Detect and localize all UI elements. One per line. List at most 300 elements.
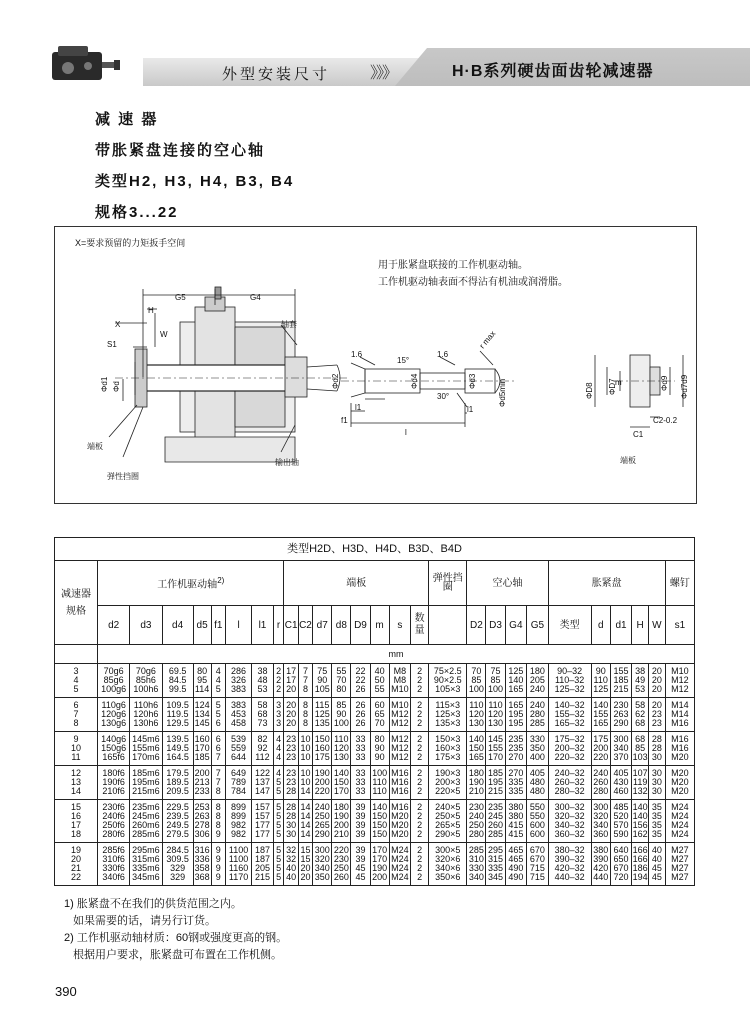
table-value: 170m6 [132, 752, 160, 762]
table-value: 33 [355, 734, 366, 744]
value-cell [665, 766, 694, 800]
table-value: M24 [391, 863, 409, 873]
table-value: 20 [651, 675, 662, 685]
column-header: C2 [298, 606, 312, 645]
table-value: 270 [508, 752, 524, 762]
table-value: 235m6 [132, 802, 160, 812]
dim-x: X [115, 320, 121, 329]
table-value: 124 [194, 700, 210, 710]
table-value: 14 [300, 802, 311, 812]
table-value: 230f6 [102, 802, 125, 812]
table-value: 147 [254, 786, 270, 796]
table-value: 670 [529, 845, 545, 855]
table-value: M14 [671, 709, 689, 719]
table-value: 300 [613, 734, 629, 744]
value-cell [332, 664, 351, 698]
table-value: 350×6 [435, 872, 461, 882]
table-value: 175 [593, 734, 609, 744]
header-shaft-label: 工作机驱动轴 [157, 579, 218, 591]
table-value: 250 [314, 811, 330, 821]
table-value: 175×3 [435, 752, 461, 762]
value-cell [225, 732, 251, 766]
table-value: 263 [194, 811, 210, 821]
table-value: M8 [393, 675, 407, 685]
table-value: 125×3 [435, 709, 461, 719]
value-cell [273, 843, 284, 886]
value-cell [252, 732, 274, 766]
size-cell [55, 766, 98, 800]
table-value: 253 [194, 802, 210, 812]
column-header: 类型 [548, 606, 591, 645]
value-cell [649, 766, 666, 800]
table-value: 100 [468, 684, 484, 694]
value-cell [298, 843, 312, 886]
table-value: 10 [71, 743, 82, 753]
table-value: 5 [276, 802, 282, 812]
table-value: 137 [254, 777, 270, 787]
table-value: 70g6 [103, 666, 124, 676]
table-value: 899 [231, 811, 247, 821]
end-plate-label: 端板 [87, 442, 103, 451]
table-value: 249.5 [166, 820, 189, 830]
table-value: 2 [417, 684, 423, 694]
table-value: 45 [651, 872, 662, 882]
table-value: M12 [391, 734, 409, 744]
table-value: 30 [286, 829, 297, 839]
table-value: 345 [488, 872, 504, 882]
table-value: 180 [468, 768, 484, 778]
table-value: 125 [314, 709, 330, 719]
dim-phi-d: Φd [112, 381, 121, 392]
table-value: 189.5 [166, 777, 189, 787]
table-value: 2 [417, 709, 423, 719]
table-value: 2 [417, 768, 423, 778]
table-value: 39 [355, 845, 366, 855]
table-value: 165 [468, 752, 484, 762]
table-value: M16 [391, 768, 409, 778]
value-cell [193, 766, 211, 800]
column-header: s1 [665, 606, 694, 645]
value-cell [370, 698, 389, 732]
value-cell [411, 766, 429, 800]
value-cell [411, 843, 429, 886]
table-value: 194 [632, 872, 648, 882]
table-value: 335 [508, 786, 524, 796]
table-value: 105×3 [435, 684, 461, 694]
table-value: 53 [257, 684, 268, 694]
table-value: 640 [613, 845, 629, 855]
table-value: 430 [613, 777, 629, 787]
table-value: 166 [632, 845, 648, 855]
table-value: 14 [300, 786, 311, 796]
table-value: 32 [286, 845, 297, 855]
table-value: 17 [286, 666, 297, 676]
table-value: 5 [215, 684, 221, 694]
table-value: 1160 [228, 863, 249, 873]
table-value: 22 [355, 666, 366, 676]
column-header: W [649, 606, 666, 645]
table-value: 285 [529, 718, 545, 728]
table-value: 200–32 [554, 743, 585, 753]
table-value: 229.5 [166, 802, 189, 812]
header-shaft [98, 561, 284, 606]
table-value: 5 [73, 684, 79, 694]
unit-spacer [55, 645, 98, 664]
table-value: 550 [529, 802, 545, 812]
table-value: 112 [255, 752, 270, 762]
table-value: 260–32 [554, 777, 585, 787]
table-value: 285f6 [102, 845, 125, 855]
table-value: 5 [276, 845, 282, 855]
table-value: 458 [231, 718, 247, 728]
value-cell [591, 698, 610, 732]
column-header: d2 [98, 606, 130, 645]
table-value: 160 [314, 743, 330, 753]
bushing-label: 轴套 [281, 320, 297, 329]
value-cell [632, 664, 649, 698]
value-cell [370, 732, 389, 766]
value-cell [225, 698, 251, 732]
table-value: 100g6 [101, 684, 127, 694]
table-value: 103 [632, 752, 648, 762]
value-cell [467, 698, 486, 732]
table-value: 2 [276, 684, 282, 694]
table-value: 260m6 [132, 820, 160, 830]
value-cell [332, 800, 351, 843]
value-cell [225, 664, 251, 698]
table-value: 8 [215, 802, 221, 812]
value-cell [193, 698, 211, 732]
table-value: 49 [635, 675, 646, 685]
table-value: 13 [71, 777, 82, 787]
table-value: 290 [314, 829, 330, 839]
value-cell [429, 664, 467, 698]
heading-sizes: 规格3...22 [95, 204, 179, 221]
table-value: 35 [651, 820, 662, 830]
table-value: M16 [391, 777, 409, 787]
table-value: 22 [355, 675, 366, 685]
table-value: 7 [215, 752, 221, 762]
table-value: 69.5 [168, 666, 187, 676]
table-value: 336 [194, 854, 210, 864]
table-value: 380–32 [554, 845, 585, 855]
table-value: 2 [417, 820, 423, 830]
size-cell [55, 732, 98, 766]
value-cell [273, 800, 284, 843]
column-header: l1 [252, 606, 274, 645]
value-cell [429, 766, 467, 800]
table-value: 23 [286, 752, 297, 762]
table-value: 22 [71, 872, 82, 882]
table-value: 215 [613, 684, 629, 694]
table-value: 32 [286, 854, 297, 864]
table-value: 135×3 [435, 718, 461, 728]
table-value: 150 [372, 820, 388, 830]
table-value: 7 [302, 666, 308, 676]
table-value: 6 [215, 718, 221, 728]
table-value: 2 [417, 845, 423, 855]
table-value: 20 [300, 872, 311, 882]
table-value: 7 [73, 709, 79, 719]
column-header: C1 [284, 606, 298, 645]
table-value: 330f6 [102, 863, 125, 873]
page-number: 390 [55, 984, 77, 999]
table-value: 300 [593, 802, 609, 812]
table-value: 119.5 [166, 709, 189, 719]
table-value: M24 [391, 872, 409, 882]
table-value: 156 [632, 820, 648, 830]
table-value: 150 [314, 734, 330, 744]
column-header: f1 [211, 606, 225, 645]
value-cell [632, 698, 649, 732]
table-value: 120 [488, 709, 504, 719]
table-value: 180 [333, 802, 349, 812]
table-value: 220–32 [554, 752, 585, 762]
table-value: 53 [635, 684, 646, 694]
table-value: 23 [286, 768, 297, 778]
dim-l1-right: l1 [467, 405, 474, 414]
table-value: 179.5 [166, 768, 189, 778]
table-value: 170 [372, 845, 388, 855]
size-cell [55, 664, 98, 698]
dim-c2: C2-0.2 [653, 416, 678, 425]
table-value: 39 [355, 802, 366, 812]
table-value: 295 [488, 845, 504, 855]
table-value: 162 [632, 829, 648, 839]
table-value: 23 [286, 743, 297, 753]
column-header: m [370, 606, 389, 645]
value-cell [98, 766, 130, 800]
table-value: 120h6 [133, 709, 159, 719]
table-value: 284.5 [166, 845, 189, 855]
column-header: d4 [162, 606, 193, 645]
table-value: 20 [71, 854, 82, 864]
table-value: 180 [529, 666, 545, 676]
table-value: M16 [671, 743, 689, 753]
value-cell [411, 664, 429, 698]
value-cell [273, 698, 284, 732]
table-value: 380 [508, 811, 524, 821]
table-value: 490 [508, 872, 524, 882]
table-value: 590 [613, 829, 629, 839]
table-value: 789 [231, 777, 247, 787]
table-value: 210 [333, 829, 349, 839]
table-value: 95 [197, 675, 208, 685]
value-cell [610, 843, 632, 886]
value-cell [486, 800, 505, 843]
table-value: 345m6 [132, 872, 160, 882]
value-cell [351, 843, 370, 886]
table-value: M12 [391, 709, 409, 719]
table-value: 200 [194, 768, 210, 778]
table-value: 15 [300, 854, 311, 864]
table-value: 1170 [228, 872, 249, 882]
dim-f1: f1 [341, 416, 348, 425]
value-cell [98, 698, 130, 732]
value-cell [162, 766, 193, 800]
column-header: G5 [527, 606, 549, 645]
value-cell [632, 800, 649, 843]
table-value: 7 [215, 768, 221, 778]
table-value: 200 [372, 872, 388, 882]
value-cell [527, 843, 549, 886]
table-value: M24 [671, 829, 689, 839]
table-value: 485 [613, 802, 629, 812]
table-value: M20 [671, 752, 689, 762]
table-value: 40 [286, 863, 297, 873]
table-value: M10 [391, 700, 409, 710]
value-cell [370, 843, 389, 886]
dim-l: l [405, 428, 407, 437]
table-value: 33 [355, 752, 366, 762]
table-value: 190 [333, 811, 349, 821]
table-value: 250f6 [102, 820, 125, 830]
table-value: 45 [651, 863, 662, 873]
dim-phi-d7d9: Φd7d9 [680, 374, 689, 399]
table-value: 26 [355, 718, 366, 728]
size-cell [55, 800, 98, 843]
table-value: 2 [417, 700, 423, 710]
table-value: 8 [302, 700, 308, 710]
table-value: 40 [374, 666, 385, 676]
table-value: 263 [613, 709, 629, 719]
table-value: 520 [613, 811, 629, 821]
table-value: 10 [300, 743, 311, 753]
table-value: 5 [276, 854, 282, 864]
value-cell [298, 664, 312, 698]
value-cell [665, 800, 694, 843]
table-value: 240f6 [102, 811, 125, 821]
table-value: 185 [488, 768, 504, 778]
table-value: M12 [391, 718, 409, 728]
column-header: d1 [610, 606, 632, 645]
table-value: 75×2.5 [433, 666, 462, 676]
table-value: 140 [632, 802, 648, 812]
table-value: 405 [529, 768, 545, 778]
table-value: 140 [508, 675, 524, 685]
table-value: 200 [593, 743, 609, 753]
table-value: 5 [276, 811, 282, 821]
table-value: 213 [194, 777, 210, 787]
table-value: 5 [276, 872, 282, 882]
table-value: 4 [276, 752, 282, 762]
table-value: 125–32 [554, 684, 585, 694]
table-value: 33 [355, 786, 366, 796]
note-1: 1) 胀紧盘不在我们的供货范围之内。 [64, 898, 242, 910]
table-value: 200 [314, 777, 330, 787]
value-cell [486, 843, 505, 886]
table-value: M24 [391, 845, 409, 855]
table-value: 62 [635, 709, 646, 719]
table-value: 415 [508, 829, 524, 839]
table-value: 68 [635, 734, 646, 744]
table-value: 310f6 [102, 854, 125, 864]
table-value: 140 [632, 811, 648, 821]
column-header: l [225, 606, 251, 645]
value-cell [591, 766, 610, 800]
value-cell [370, 664, 389, 698]
table-value: 30 [651, 777, 662, 787]
table-value: 8 [215, 786, 221, 796]
table-value: 210 [468, 786, 484, 796]
table-value: 165 [508, 700, 524, 710]
value-cell [284, 843, 298, 886]
table-value: 2 [417, 743, 423, 753]
table-value: 383 [231, 684, 247, 694]
value-cell [252, 698, 274, 732]
table-value: 5 [276, 777, 282, 787]
table-value: 130 [488, 718, 504, 728]
table-value: 177 [254, 829, 270, 839]
value-cell [467, 732, 486, 766]
table-value: 26 [355, 684, 366, 694]
table-value: 187 [254, 854, 270, 864]
table-value: 195m6 [132, 777, 160, 787]
table-value: 649 [231, 768, 247, 778]
table-value: 75 [317, 666, 328, 676]
table-value: 120 [333, 743, 349, 753]
footnotes [64, 896, 287, 964]
table-value: 8 [215, 820, 221, 830]
value-cell [130, 766, 162, 800]
table-value: 110 [372, 786, 387, 796]
table-value: 30 [651, 752, 662, 762]
table-value: 300–32 [554, 802, 585, 812]
table-value: 265 [314, 820, 330, 830]
table-value: 38 [635, 666, 646, 676]
table-value: 132 [632, 786, 648, 796]
table-value: 360–32 [554, 829, 585, 839]
table-value: 460 [613, 786, 629, 796]
table-value: 160×3 [435, 743, 461, 753]
table-value: 39 [355, 811, 366, 821]
table-value: 120g6 [101, 709, 127, 719]
value-cell [665, 732, 694, 766]
table-value: 320–32 [554, 811, 585, 821]
table-value: 195 [508, 718, 524, 728]
table-value: 155m6 [132, 743, 160, 753]
table-value: M24 [671, 802, 689, 812]
value-cell [591, 800, 610, 843]
value-cell [632, 843, 649, 886]
table-value: 306 [194, 829, 210, 839]
value-cell [130, 698, 162, 732]
table-value: M20 [671, 768, 689, 778]
table-value: 6 [215, 743, 221, 753]
table-value: 186 [632, 863, 648, 873]
value-cell [389, 800, 411, 843]
table-value: 240–32 [554, 768, 585, 778]
dim-c1: C1 [633, 430, 644, 439]
table-value: 145 [194, 718, 210, 728]
value-cell [527, 800, 549, 843]
table-value: 175 [314, 752, 330, 762]
series-title: H·B系列硬齿面齿轮减速器 [452, 63, 654, 80]
value-cell [486, 664, 505, 698]
value-cell [162, 732, 193, 766]
table-value: 480 [529, 777, 545, 787]
table-value: 99.5 [168, 684, 187, 694]
table-value: 280–32 [554, 786, 585, 796]
table-value: 55 [374, 684, 385, 694]
value-cell [211, 843, 225, 886]
table-value: 100 [333, 718, 349, 728]
table-value: 165–32 [554, 718, 585, 728]
table-value: 164.5 [166, 752, 189, 762]
table-value: 285 [468, 845, 484, 855]
value-cell [162, 664, 193, 698]
value-cell [389, 843, 411, 886]
